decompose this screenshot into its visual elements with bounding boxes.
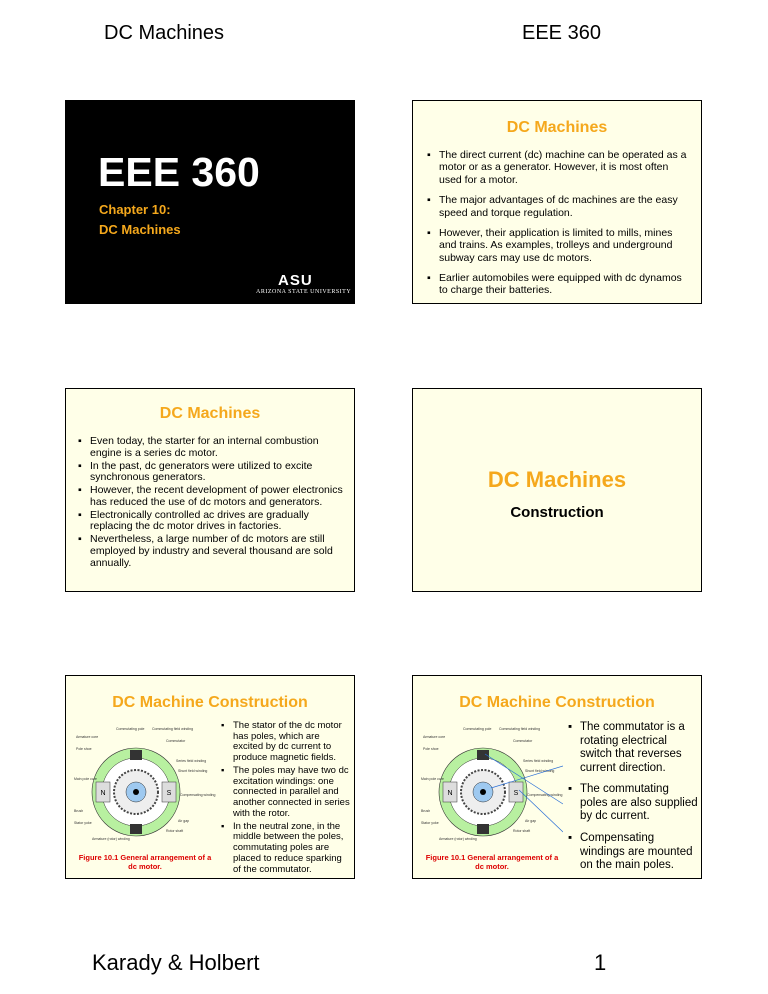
bullet: ▪ The direct current (dc) machine can be operated as a motor or as a generator. However, it is most often used for a motor. [427, 149, 692, 186]
bullet: ▪ However, the recent development of power electronics has reduced the use of dc motors and generators. [78, 485, 348, 509]
slide-dc-machines-intro [412, 100, 702, 304]
figure-caption: Figure 10.1 General arrangement of a dc motor. [78, 853, 212, 871]
slide5-title: DC Machine Construction [112, 694, 308, 711]
rotor-shaft-shape [480, 789, 486, 795]
bullet: ▪ Electronically controlled ac drives are gradually replacing the dc motor drives in factories. [78, 510, 348, 534]
slide-construction-stator [65, 675, 355, 879]
label-commutator: Commutator [166, 739, 186, 743]
pole-s-label: S [513, 790, 519, 797]
figure-caption: Figure 10.1 General arrangement of a dc motor. [425, 853, 559, 871]
pole-s-label: S [166, 790, 172, 797]
bullet: ▪ The poles may have two dc excitation windings: one connected in parallel and another connected in series with the rotor. [221, 766, 351, 820]
bullet: ▪ The stator of the dc motor has poles, which are excited by dc current to produce magnetic fields. [221, 721, 351, 764]
bullet: ▪ In the neutral zone, in the middle between the poles, commutating poles are placed to reduce sparking of the commutator. [221, 822, 351, 876]
label-main-pole-core: Main pole core [74, 777, 97, 781]
pole-n-label: N [100, 790, 106, 797]
slide1-subtitle: DC Machines [99, 222, 181, 237]
label-rotor-shaft: Rotor shaft [513, 829, 531, 833]
label-shunt-field: Shunt field winding [525, 769, 555, 773]
dc-motor-diagram [74, 724, 216, 852]
slide6-title: DC Machine Construction [459, 694, 655, 711]
header-course-code: EEE 360 [522, 22, 601, 44]
slide2-bullet-list [427, 149, 692, 304]
slide-construction-section [412, 388, 702, 592]
asu-logo-text: ARIZONA STATE UNIVERSITY [256, 289, 352, 295]
label-air-gap: Air gap [178, 819, 190, 823]
commutating-pole-bottom [477, 824, 489, 834]
label-commutating-pole: Commutating pole [116, 727, 145, 731]
slide-construction-commutator [412, 675, 702, 879]
label-compensating: Compensating winding [527, 793, 563, 797]
label-shunt-field: Shunt field winding [178, 769, 208, 773]
slide4-subtitle: Construction [510, 504, 604, 521]
label-commutating-field: Commutating field winding [499, 727, 541, 731]
rotor-shaft-shape [133, 789, 139, 795]
bullet: ▪ Compensating windings are mounted on the main poles. [568, 832, 698, 873]
label-series-field: Series field winding [176, 759, 207, 763]
bullet: ▪ In the past, dc generators were utilized to excite synchronous generators. [78, 461, 348, 485]
slide4-title: DC Machines [487, 467, 627, 492]
slide-title [65, 100, 355, 304]
label-armature-core: Armature core [76, 735, 99, 739]
footer-page-number: 1 [594, 950, 607, 975]
label-compensating: Compensating winding [180, 793, 216, 797]
label-main-pole-core: Main pole core [421, 777, 444, 781]
slide2-title: DC Machines [506, 119, 608, 136]
label-brush: Brush [74, 809, 84, 813]
label-series-field: Series field winding [523, 759, 554, 763]
label-armature-winding: Armature (rotor) winding [92, 837, 130, 841]
bullet: ▪ Even today, the starter for an internal combustion engine is a series dc motor. [78, 436, 348, 460]
label-pole-shoe: Pole shoe [76, 747, 92, 751]
label-commutator: Commutator [513, 739, 533, 743]
dc-motor-diagram [421, 724, 563, 852]
label-armature-winding: Armature (rotor) winding [439, 837, 477, 841]
slide3-title: DC Machines [159, 405, 261, 422]
asu-logo [256, 272, 351, 295]
commutating-pole-bottom [130, 824, 142, 834]
label-armature-core: Armature core [423, 735, 446, 739]
header-course-topic: DC Machines [104, 22, 225, 44]
bullet: ▪ Earlier automobiles were equipped with dc dynamos to charge their batteries. [427, 272, 692, 297]
commutating-pole-top [130, 750, 142, 760]
bullet: ▪ The commutator is a rotating electrical switch that reverses current direction. [568, 721, 698, 775]
bullet: ▪ However, their application is limited to mills, mines and trains. As examples, trolleys and underground subway cars may use dc motors. [427, 227, 692, 264]
footer-authors: Karady & Holbert [92, 950, 260, 975]
label-stator-yoke: Stator yoke [421, 821, 439, 825]
bullet: ▪ The commutating poles are also supplied by dc current. [568, 783, 698, 824]
label-brush: Brush [421, 809, 431, 813]
slide3-bullet-list [78, 436, 348, 570]
asu-logo-mark: ASU [278, 272, 313, 289]
slide-dc-machines-usage [65, 388, 355, 592]
slide1-chapter: Chapter 10: [99, 202, 171, 217]
label-commutating-pole: Commutating pole [463, 727, 492, 731]
label-stator-yoke: Stator yoke [74, 821, 92, 825]
pole-n-label: N [447, 790, 453, 797]
label-commutating-field: Commutating field winding [152, 727, 194, 731]
label-pole-shoe: Pole shoe [423, 747, 439, 751]
label-air-gap: Air gap [525, 819, 537, 823]
slide6-bullet-list [568, 721, 698, 879]
label-rotor-shaft: Rotor shaft [166, 829, 184, 833]
bullet: ▪ Nevertheless, a large number of dc motors are still employed by industry and several thousand are sold annually. [78, 534, 348, 569]
slide1-title: EEE 360 [98, 149, 260, 195]
bullet: ▪ The major advantages of dc machines are the easy speed and torque regulation. [427, 194, 692, 219]
slide5-bullet-list [221, 721, 351, 877]
